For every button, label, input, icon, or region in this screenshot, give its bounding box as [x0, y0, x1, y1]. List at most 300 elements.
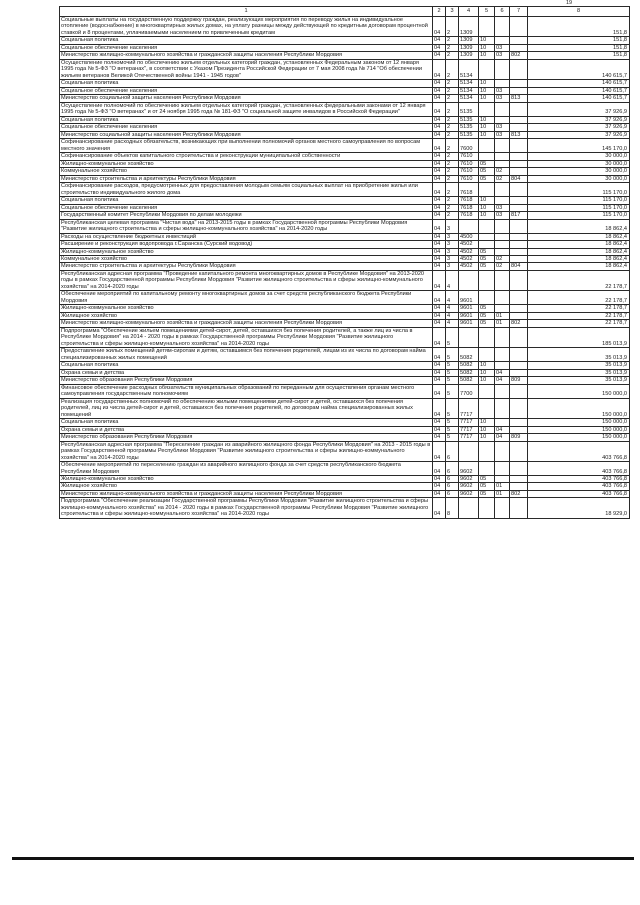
row-description: Предоставление жилых помещений детям-сиротам и детям, оставшимся без попечения родителей, лицам из их числа по договорам найма специализированных жилых помещений — [60, 348, 433, 362]
row-code-target: 7610 — [459, 160, 479, 167]
row-code-agency — [510, 476, 528, 483]
table-row — [60, 263, 630, 270]
row-description: Осуществление полномочий по обеспечению жильем отдельных категорий граждан, установленных Федеральным законом от 12 января 1995 года № 5-ФЗ "О ветеранах", в соответствии с Указом Президента Российской Федерации от 7 мая 2008 года № 714 "Об обеспечении жильем ветеранов Великой Отечественной войны 1941 - 1945 годов" — [60, 59, 433, 79]
column-number-row — [60, 7, 630, 17]
row-code-subprogram: 2 — [446, 87, 459, 94]
row-code-agency: 804 — [510, 175, 528, 182]
row-description: Республиканская адресная программа "Проведение капитального ремонта многоквартирных домов в Республике Мордовия" на 2013-2020 годы в рамках Государственной программы Республики Мордовия "Развитие жилищного строительства и сферы жилищно-коммунального хозяйства" на 2014-2020 годы — [60, 270, 433, 290]
row-code-subprogram: 4 — [446, 312, 459, 319]
row-code-subsection — [495, 197, 510, 204]
row-code-subsection — [495, 476, 510, 483]
row-code-subprogram: 4 — [446, 320, 459, 327]
row-code-subprogram: 5 — [446, 377, 459, 384]
row-code-section: 04 — [433, 204, 446, 211]
row-code-subsection — [495, 17, 510, 37]
row-code-section: 04 — [433, 348, 446, 362]
row-amount: 140 615,7 — [528, 95, 630, 102]
row-description: Софинансирование расходных обязательств, возникающих при выполнении полномочий органов местного самоуправления по вопросам местного значения — [60, 139, 433, 153]
row-code-target: 7717 — [459, 398, 479, 418]
table-row — [60, 175, 630, 182]
row-description: Республиканская целевая программа "Чистая вода" на 2013-2015 годы в рамках Государственной программы Республики Мордовия "Развитие жилищного строительства и сферы жилищно-коммунального хозяйства" на 2014-2020 годы — [60, 219, 433, 233]
table-row — [60, 139, 630, 153]
row-code-subprogram: 6 — [446, 476, 459, 483]
table-row — [60, 377, 630, 384]
table-row — [60, 95, 630, 102]
row-code-section: 04 — [433, 233, 446, 240]
row-code-subprogram: 2 — [446, 197, 459, 204]
row-amount: 37 926,9 — [528, 131, 630, 138]
row-code-target: 7610 — [459, 153, 479, 160]
row-code-target: 5135 — [459, 116, 479, 123]
row-code-subsection — [495, 305, 510, 312]
row-code-subprogram: 2 — [446, 116, 459, 123]
row-amount: 18 862,4 — [528, 219, 630, 233]
row-amount: 150 000,0 — [528, 419, 630, 426]
row-code-subprogram: 2 — [446, 17, 459, 37]
row-description: Охрана семьи и детства — [60, 426, 433, 433]
row-code-agency — [510, 462, 528, 476]
row-code-target: 9601 — [459, 291, 479, 305]
table-row — [60, 327, 630, 347]
row-description: Социальные выплаты на государственную поддержку граждан, реализующих мероприятия по переводу жилья на индивидуальное отопление (водоснабжение) в многоквартирных жилых домах, на уплату разницы между действующей по кредитным договорам процентной ставкой и 8 процентами, уплачиваемыми населением по привлеченным кредитам — [60, 17, 433, 37]
row-code-section: 04 — [433, 398, 446, 418]
row-amount: 140 615,7 — [528, 59, 630, 79]
row-code-section-func — [479, 384, 495, 398]
row-amount: 151,8 — [528, 17, 630, 37]
table-row — [60, 348, 630, 362]
row-code-section: 04 — [433, 241, 446, 248]
row-code-section-func — [479, 139, 495, 153]
row-code-section-func — [479, 441, 495, 461]
row-code-subsection — [495, 291, 510, 305]
row-code-subsection — [495, 153, 510, 160]
table-row — [60, 483, 630, 490]
row-code-subprogram: 5 — [446, 419, 459, 426]
row-code-agency — [510, 241, 528, 248]
row-code-agency — [510, 160, 528, 167]
row-code-agency: 802 — [510, 320, 528, 327]
row-amount: 150 000,0 — [528, 426, 630, 433]
row-description: Расходы на осуществление бюджетных инвестиций — [60, 233, 433, 240]
row-code-section-func: 10 — [479, 44, 495, 51]
row-code-agency — [510, 139, 528, 153]
table-row — [60, 291, 630, 305]
row-amount: 22 178,7 — [528, 270, 630, 290]
row-code-agency — [510, 17, 528, 37]
row-description: Реализация государственных полномочий по обеспечению жилыми помещениями детей-сирот и детей, оставшихся без попечения родителей, лиц из числа детей-сирот и детей, оставшихся без попечения родителей, по договорам найма специализированных жилых помещений — [60, 398, 433, 418]
row-code-section: 04 — [433, 153, 446, 160]
row-description: Социальное обеспечение населения — [60, 44, 433, 51]
row-code-subprogram: 3 — [446, 255, 459, 262]
row-code-subsection: 02 — [495, 263, 510, 270]
column-header: 3 — [446, 7, 459, 17]
row-description: Социальная политика — [60, 80, 433, 87]
row-code-section: 04 — [433, 44, 446, 51]
row-code-target: 7717 — [459, 419, 479, 426]
table-row — [60, 426, 630, 433]
row-code-section-func: 05 — [479, 476, 495, 483]
row-description: Обеспечение мероприятий по капитальному ремонту многоквартирных домов за счет средств республиканского бюджета Республики Мордовия — [60, 291, 433, 305]
row-code-subprogram: 3 — [446, 233, 459, 240]
row-amount: 22 178,7 — [528, 312, 630, 319]
row-code-target: 7700 — [459, 384, 479, 398]
row-code-subprogram: 6 — [446, 462, 459, 476]
row-code-section-func: 10 — [479, 362, 495, 369]
row-code-target: 5134 — [459, 80, 479, 87]
row-code-subprogram: 2 — [446, 59, 459, 79]
row-code-target: 5134 — [459, 59, 479, 79]
row-code-subprogram: 2 — [446, 52, 459, 59]
row-amount: 30 000,0 — [528, 168, 630, 175]
row-description: Министерство образования Республики Мордовия — [60, 377, 433, 384]
row-code-section: 04 — [433, 476, 446, 483]
table-row — [60, 52, 630, 59]
table-row — [60, 102, 630, 116]
row-code-target: 5134 — [459, 95, 479, 102]
row-code-subprogram: 2 — [446, 139, 459, 153]
row-code-target: 9602 — [459, 462, 479, 476]
row-code-target: 4500 — [459, 233, 479, 240]
row-code-subsection: 03 — [495, 212, 510, 219]
row-amount: 140 615,7 — [528, 87, 630, 94]
table-row — [60, 369, 630, 376]
row-code-subprogram: 5 — [446, 384, 459, 398]
row-code-agency: 813 — [510, 131, 528, 138]
row-code-section: 04 — [433, 327, 446, 347]
row-description: Республиканская адресная программа "Переселение граждан из аварийного жилищного фонда Республики Мордовия" на 2013 - 2015 годы в рамках Государственной программы Республики Мордовия "Развитие жилищного строительства и сферы жилищно-коммунального хозяйства" на 2014-2020 годы — [60, 441, 433, 461]
row-code-target — [459, 327, 479, 347]
row-amount: 115 170,0 — [528, 183, 630, 197]
row-code-section-func: 10 — [479, 131, 495, 138]
row-code-subprogram: 5 — [446, 369, 459, 376]
row-code-section: 04 — [433, 102, 446, 116]
row-code-agency — [510, 248, 528, 255]
row-code-target: 5082 — [459, 362, 479, 369]
row-code-section: 04 — [433, 116, 446, 123]
table-row — [60, 168, 630, 175]
row-code-section-func: 10 — [479, 37, 495, 44]
row-code-section-func: 05 — [479, 263, 495, 270]
row-code-target: 7618 — [459, 197, 479, 204]
row-code-subsection: 01 — [495, 320, 510, 327]
row-code-subsection — [495, 233, 510, 240]
row-code-section-func — [479, 59, 495, 79]
table-row — [60, 419, 630, 426]
table-row — [60, 212, 630, 219]
row-description: Министерство жилищно-коммунального хозяйства и гражданской защиты населения Республики Мордовия — [60, 320, 433, 327]
row-code-agency: 802 — [510, 52, 528, 59]
row-code-section: 04 — [433, 139, 446, 153]
row-code-agency — [510, 291, 528, 305]
row-code-section-func: 10 — [479, 116, 495, 123]
row-code-target: 1309 — [459, 44, 479, 51]
row-code-agency — [510, 233, 528, 240]
row-code-target: 9601 — [459, 312, 479, 319]
column-header: 5 — [479, 7, 495, 17]
row-code-section-func: 10 — [479, 419, 495, 426]
budget-table — [59, 6, 630, 519]
row-code-section-func: 10 — [479, 212, 495, 219]
row-code-subsection — [495, 384, 510, 398]
row-code-section: 04 — [433, 52, 446, 59]
row-code-section-func — [479, 102, 495, 116]
row-code-subsection — [495, 270, 510, 290]
row-code-subsection: 04 — [495, 369, 510, 376]
row-amount: 151,8 — [528, 44, 630, 51]
row-code-section: 04 — [433, 59, 446, 79]
row-description: Коммунальное хозяйство — [60, 168, 433, 175]
row-code-subprogram: 3 — [446, 219, 459, 233]
row-description: Министерство строительства и архитектуры Республики Мордовия — [60, 175, 433, 182]
column-header: 8 — [528, 7, 630, 17]
row-code-agency — [510, 305, 528, 312]
row-description: Жилищно-коммунальное хозяйство — [60, 476, 433, 483]
column-header: 6 — [495, 7, 510, 17]
row-code-subprogram: 2 — [446, 102, 459, 116]
row-description: Социальная политика — [60, 116, 433, 123]
row-code-section-func — [479, 153, 495, 160]
table-row — [60, 441, 630, 461]
row-code-target: 5135 — [459, 102, 479, 116]
row-code-subsection: 03 — [495, 87, 510, 94]
row-code-agency — [510, 498, 528, 518]
table-row — [60, 498, 630, 518]
row-description: Жилищно-коммунальное хозяйство — [60, 305, 433, 312]
row-code-agency — [510, 183, 528, 197]
row-code-target — [459, 270, 479, 290]
table-row — [60, 197, 630, 204]
row-code-subsection: 03 — [495, 204, 510, 211]
row-code-section: 04 — [433, 362, 446, 369]
table-row — [60, 305, 630, 312]
table-row — [60, 270, 630, 290]
row-code-section: 04 — [433, 248, 446, 255]
row-description: Министерство социальной защиты населения Республики Мордовия — [60, 95, 433, 102]
row-amount: 22 178,7 — [528, 291, 630, 305]
table-row — [60, 490, 630, 497]
row-code-subsection — [495, 219, 510, 233]
row-code-target: 9602 — [459, 483, 479, 490]
row-code-agency — [510, 37, 528, 44]
row-code-subprogram: 4 — [446, 305, 459, 312]
row-amount: 18 929,0 — [528, 498, 630, 518]
row-code-subprogram: 5 — [446, 434, 459, 441]
row-amount: 403 766,8 — [528, 476, 630, 483]
row-code-section: 04 — [433, 498, 446, 518]
row-code-subprogram: 3 — [446, 241, 459, 248]
row-description: Расширение и реконструкция водопровода г.Саранска (Сурский водовод) — [60, 241, 433, 248]
row-amount: 35 013,9 — [528, 348, 630, 362]
row-amount: 18 862,4 — [528, 263, 630, 270]
row-code-agency — [510, 312, 528, 319]
row-amount: 30 000,0 — [528, 175, 630, 182]
row-code-agency: 813 — [510, 95, 528, 102]
row-code-section-func: 05 — [479, 490, 495, 497]
row-amount: 150 000,0 — [528, 398, 630, 418]
row-code-subsection: 01 — [495, 490, 510, 497]
row-description: Министерство строительства и архитектуры Республики Мордовия — [60, 263, 433, 270]
row-code-subsection: 04 — [495, 426, 510, 433]
row-code-target — [459, 219, 479, 233]
row-code-agency — [510, 483, 528, 490]
table-row — [60, 87, 630, 94]
row-code-agency — [510, 348, 528, 362]
row-code-subsection: 02 — [495, 255, 510, 262]
row-code-subprogram: 4 — [446, 291, 459, 305]
row-code-subprogram: 2 — [446, 175, 459, 182]
row-code-subprogram: 3 — [446, 248, 459, 255]
row-code-section-func — [479, 498, 495, 518]
row-code-section-func — [479, 183, 495, 197]
table-row — [60, 398, 630, 418]
row-code-section: 04 — [433, 87, 446, 94]
row-code-agency — [510, 369, 528, 376]
row-amount: 35 013,9 — [528, 369, 630, 376]
row-description: Обеспечение мероприятий по переселению граждан из аварийного жилищного фонда за счет средств республиканского бюджета Республики Мордовия — [60, 462, 433, 476]
row-code-section-func: 10 — [479, 434, 495, 441]
table-row — [60, 124, 630, 131]
row-code-agency — [510, 168, 528, 175]
row-code-section: 04 — [433, 320, 446, 327]
row-code-section: 04 — [433, 131, 446, 138]
row-description: Государственный комитет Республики Мордовия по делам молодежи — [60, 212, 433, 219]
row-amount: 18 862,4 — [528, 248, 630, 255]
row-code-subsection — [495, 362, 510, 369]
column-header: 4 — [459, 7, 479, 17]
row-code-subprogram: 5 — [446, 398, 459, 418]
row-code-subsection — [495, 441, 510, 461]
row-description: Коммунальное хозяйство — [60, 255, 433, 262]
row-code-section: 04 — [433, 168, 446, 175]
table-row — [60, 241, 630, 248]
row-code-agency — [510, 124, 528, 131]
table-row — [60, 183, 630, 197]
row-code-section: 04 — [433, 95, 446, 102]
row-code-target: 1309 — [459, 17, 479, 37]
row-code-section-func: 10 — [479, 87, 495, 94]
row-code-subsection — [495, 59, 510, 79]
row-code-subsection: 03 — [495, 52, 510, 59]
column-header: 7 — [510, 7, 528, 17]
row-code-subprogram: 5 — [446, 348, 459, 362]
row-amount: 115 170,0 — [528, 212, 630, 219]
row-code-subsection — [495, 498, 510, 518]
row-code-section: 04 — [433, 384, 446, 398]
row-description: Социальная политика — [60, 362, 433, 369]
row-description: Жилищное хозяйство — [60, 483, 433, 490]
row-amount: 30 000,0 — [528, 160, 630, 167]
row-code-subsection: 01 — [495, 312, 510, 319]
row-code-section: 04 — [433, 305, 446, 312]
row-code-subsection — [495, 327, 510, 347]
table-row — [60, 255, 630, 262]
row-description: Подпрограмма "Обеспечение реализации Государственной программы Республики Мордовия "Развитие жилищного строительства и сферы жилищно-коммунального хозяйства" на 2014 - 2020 годы в рамках Государственной программы Республики Мордовия "Развитие жилищного строительства и сферы жилищно-коммунального хозяйства" на 2014-2020 годы — [60, 498, 433, 518]
row-code-section-func: 10 — [479, 426, 495, 433]
row-amount: 403 766,8 — [528, 462, 630, 476]
row-code-section: 04 — [433, 124, 446, 131]
row-description: Министерство социальной защиты населения Республики Мордовия — [60, 131, 433, 138]
row-code-subsection: 04 — [495, 377, 510, 384]
row-code-target — [459, 498, 479, 518]
row-code-target: 9602 — [459, 490, 479, 497]
row-amount: 403 766,8 — [528, 441, 630, 461]
row-code-section: 04 — [433, 434, 446, 441]
row-code-target: 7618 — [459, 212, 479, 219]
row-description: Жилищно-коммунальное хозяйство — [60, 248, 433, 255]
row-code-section-func: 05 — [479, 483, 495, 490]
row-code-subsection: 02 — [495, 168, 510, 175]
row-code-subsection — [495, 241, 510, 248]
row-code-section-func: 10 — [479, 52, 495, 59]
row-code-agency — [510, 102, 528, 116]
row-code-section-func — [479, 327, 495, 347]
row-code-target: 4502 — [459, 263, 479, 270]
row-code-section: 04 — [433, 483, 446, 490]
table-row — [60, 37, 630, 44]
row-code-subsection: 03 — [495, 131, 510, 138]
row-description: Социальное обеспечение населения — [60, 124, 433, 131]
row-amount: 115 170,0 — [528, 197, 630, 204]
row-code-target: 9601 — [459, 305, 479, 312]
row-code-section-func — [479, 241, 495, 248]
row-code-target: 7600 — [459, 139, 479, 153]
row-code-subprogram: 3 — [446, 263, 459, 270]
row-code-target: 4502 — [459, 241, 479, 248]
row-code-agency: 804 — [510, 263, 528, 270]
row-code-subsection — [495, 462, 510, 476]
table-row — [60, 248, 630, 255]
table-row — [60, 59, 630, 79]
row-code-subprogram: 2 — [446, 124, 459, 131]
row-description: Софинансирование объектов капитального строительства и реконструкции муниципальной собственности — [60, 153, 433, 160]
row-description: Социальная политика — [60, 197, 433, 204]
row-code-subprogram: 2 — [446, 37, 459, 44]
row-code-section-func: 05 — [479, 320, 495, 327]
row-code-section-func — [479, 17, 495, 37]
row-code-subsection — [495, 102, 510, 116]
row-amount: 37 926,9 — [528, 116, 630, 123]
table-row — [60, 384, 630, 398]
row-description: Министерство образования Республики Мордовия — [60, 434, 433, 441]
row-code-section-func: 10 — [479, 124, 495, 131]
row-code-subprogram: 6 — [446, 483, 459, 490]
row-code-section: 04 — [433, 426, 446, 433]
row-code-section-func: 05 — [479, 312, 495, 319]
table-row — [60, 131, 630, 138]
row-code-target: 5135 — [459, 124, 479, 131]
page-number: 19 — [566, 0, 573, 6]
row-code-subsection — [495, 348, 510, 362]
row-code-agency — [510, 59, 528, 79]
table-row — [60, 44, 630, 51]
row-code-subsection — [495, 183, 510, 197]
row-description: Софинансирование расходов, предусмотренных для предоставления молодым семьям социальных выплат на приобретение жилья или строительство индивидуального жилого дома — [60, 183, 433, 197]
budget-table-body — [60, 7, 630, 519]
table-row — [60, 160, 630, 167]
row-code-agency — [510, 197, 528, 204]
row-amount: 22 178,7 — [528, 305, 630, 312]
row-code-agency — [510, 419, 528, 426]
row-description: Жилищно-коммунальное хозяйство — [60, 160, 433, 167]
row-amount: 35 013,9 — [528, 362, 630, 369]
row-code-section-func — [479, 291, 495, 305]
row-amount: 151,8 — [528, 52, 630, 59]
row-code-target: 7717 — [459, 434, 479, 441]
row-code-agency — [510, 44, 528, 51]
row-code-target: 7717 — [459, 426, 479, 433]
row-code-agency: 802 — [510, 490, 528, 497]
row-code-agency — [510, 426, 528, 433]
